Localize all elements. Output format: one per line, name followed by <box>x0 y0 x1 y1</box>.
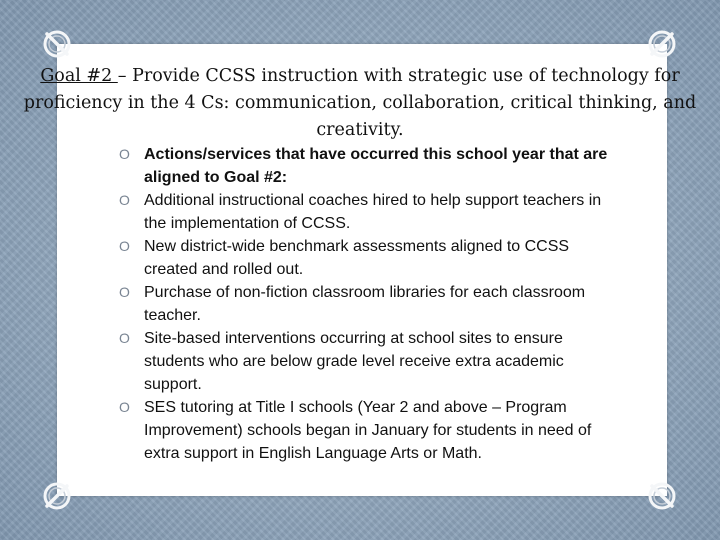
bullet-item <box>119 189 619 235</box>
binder-clip-icon <box>640 22 684 66</box>
bullet-list <box>119 143 619 465</box>
bullet-marker: O <box>119 192 130 208</box>
binder-clip-icon <box>35 22 79 66</box>
bullet-marker: O <box>119 238 130 254</box>
binder-clip-icon <box>35 474 79 518</box>
slide-title <box>0 63 720 144</box>
bullet-marker: O <box>119 284 130 300</box>
bullet-item <box>119 143 619 189</box>
bullet-text: New district-wide benchmark assessments aligned to CCSS created and rolled out. <box>144 238 570 278</box>
bullet-marker: O <box>119 146 130 162</box>
bullet-text: Actions/services that have occurred this school year that are aligned to Goal #2: <box>144 146 608 186</box>
bullet-text: Additional instructional coaches hired to help support teachers in the implementation of CCSS. <box>144 192 602 232</box>
bullet-item <box>119 396 619 465</box>
bullet-item <box>119 327 619 396</box>
bullet-text: SES tutoring at Title I schools (Year 2 and above – Program Improvement) schools began in January for students in need of extra support in English Language Arts or Math. <box>144 399 592 462</box>
bullet-text: Purchase of non-fiction classroom libraries for each classroom teacher. <box>144 284 586 324</box>
bullet-item <box>119 235 619 281</box>
binder-clip-icon <box>640 474 684 518</box>
bullet-item <box>119 281 619 327</box>
bullet-text: Site-based interventions occurring at school sites to ensure students who are below grade level receive extra academic support. <box>144 330 564 393</box>
title-goal-description: – Provide CCSS instruction with strategic use of technology for proficiency in the 4 Cs: communication, collaboration, critical thinking, and creativity. <box>23 66 697 140</box>
title-goal-label: Goal #2 <box>40 66 118 86</box>
bullet-marker: O <box>119 330 130 346</box>
bullet-marker: O <box>119 399 130 415</box>
